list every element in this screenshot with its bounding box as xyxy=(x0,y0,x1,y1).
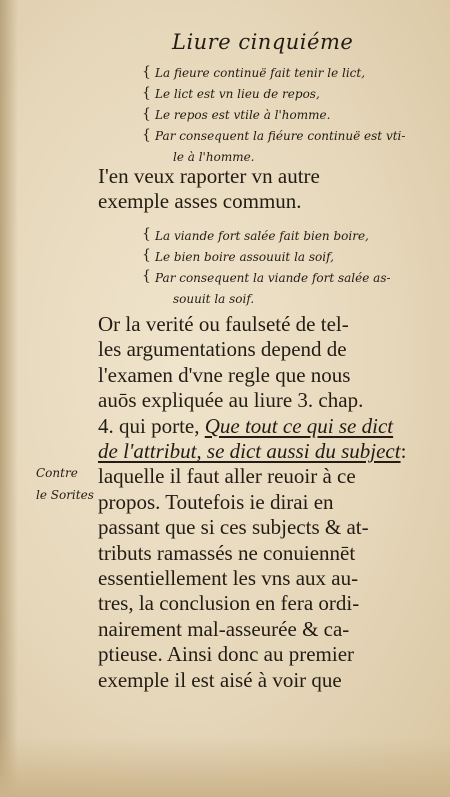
syllogism-2-line: Le bien boire assouuit la soif, xyxy=(155,250,334,264)
text-line: tributs ramassés ne conuiennēt xyxy=(98,540,356,565)
text-line: passant que si ces subjects & at- xyxy=(98,515,369,540)
syllogism-2 xyxy=(155,226,391,310)
text-line xyxy=(98,414,418,439)
page-bottom-shadow xyxy=(0,737,450,797)
main-paragraph xyxy=(98,312,418,693)
brace-2: { { { xyxy=(142,226,151,284)
text-line: exemple asses commun. xyxy=(98,189,302,214)
text-line: ptieuse. Ainsi donc au premier xyxy=(98,642,355,667)
text-line: l'examen d'vne regle que nous xyxy=(98,362,351,387)
text-line: nairement mal-asseurée & ca- xyxy=(98,616,350,641)
margin-note-line: Contre xyxy=(36,466,78,480)
syllogism-1-line: Par consequent la fiéure continuë est vti- xyxy=(155,129,406,143)
brace-1: { { { { xyxy=(142,64,151,143)
syllogism-1 xyxy=(155,63,405,168)
text-line: propos. Toutefois ie dirai en xyxy=(98,489,334,514)
text-line: I'en veux raporter vn autre xyxy=(98,164,320,188)
text-line: exemple il est aisé à voir que xyxy=(98,667,342,692)
syllogism-1-line: La fieure continuë fait tenir le lict, xyxy=(155,66,366,80)
syllogism-2-continuation: souuit la soif. xyxy=(173,292,255,306)
syllogism-1-continuation: le à l'homme. xyxy=(173,150,255,164)
text-line xyxy=(98,439,418,464)
page-edge-shadow xyxy=(0,0,18,797)
text-segment: : xyxy=(400,439,407,464)
text-line: essentiellement les vns aux au- xyxy=(98,566,359,591)
intro-paragraph xyxy=(98,164,418,215)
syllogism-2-line: La viande fort salée fait bien boire, xyxy=(155,229,369,243)
syllogism-1-line: Le repos est vtile à l'homme. xyxy=(155,108,331,122)
text-segment: 4. qui porte, xyxy=(98,413,205,438)
text-line: les argumentations depend de xyxy=(98,337,347,362)
text-line: tres, la conclusion en fera ordi- xyxy=(98,591,360,616)
text-line: auōs expliquée au liure 3. chap. xyxy=(98,388,364,413)
text-line: Or la verité ou faulseté de tel- xyxy=(98,312,349,336)
rule-quote: Que tout ce qui se dict xyxy=(204,413,394,438)
margin-note xyxy=(36,466,94,502)
margin-note-line: le Sorites xyxy=(36,488,94,502)
rule-quote: de l'attribut, se dict aussi du subject xyxy=(98,439,401,464)
text-line: laquelle il faut aller reuoir à ce xyxy=(98,464,356,489)
running-header: Liure cinquiéme xyxy=(172,30,354,54)
syllogism-2-line: Par consequent la viande fort salée as- xyxy=(155,271,391,285)
syllogism-1-line: Le lict est vn lieu de repos, xyxy=(155,87,320,101)
